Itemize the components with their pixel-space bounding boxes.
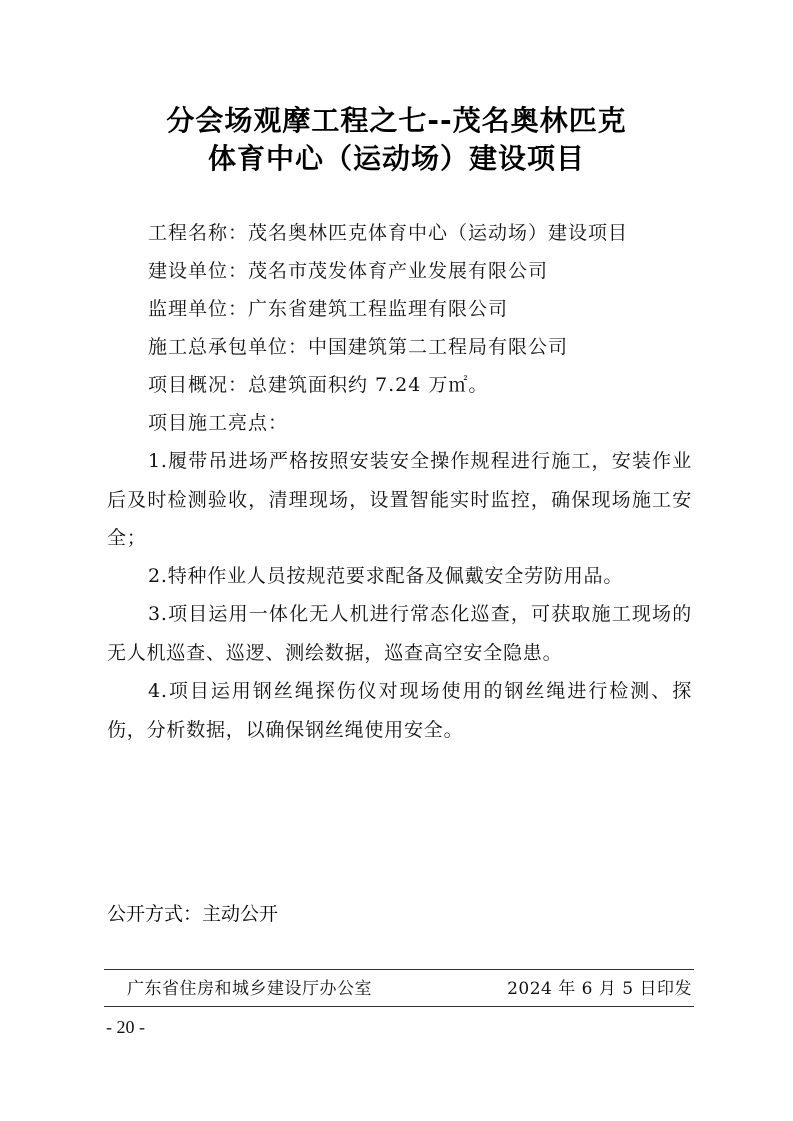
footer-rule-bottom	[104, 1006, 694, 1007]
highlight-item-2: 2.特种作业人员按规范要求配备及佩戴安全劳防用品。	[148, 565, 624, 587]
general-contractor: 施工总承包单位：中国建筑第二工程局有限公司	[148, 336, 569, 358]
construction-unit: 建设单位：茂名市茂发体育产业发展有限公司	[148, 260, 549, 282]
page-number: - 20 -	[106, 1017, 145, 1037]
project-name: 工程名称：茂名奥林匹克体育中心（运动场）建设项目	[148, 222, 629, 244]
issue-date: 2024 年 6 月 5 日印发	[507, 979, 692, 999]
footer-rule-top	[104, 969, 694, 970]
issuing-office: 广东省住房和城乡建设厅办公室	[127, 979, 372, 999]
highlight-item-4: 4.项目运用钢丝绳探伤仪对现场使用的钢丝绳进行检测、探伤，分析数据，以确保钢丝绳使用安全。	[107, 680, 692, 741]
project-overview: 项目概况：总建筑面积约 7.24 万㎡。	[148, 374, 489, 396]
highlight-item-3: 3.项目运用一体化无人机进行常态化巡查，可获取施工现场的无人机巡查、巡逻、测绘数据，巡查高空安全隐患。	[107, 603, 692, 664]
document-title-line-2: 体育中心（运动场）建设项目	[207, 142, 585, 175]
document-title-line-1: 分会场观摩工程之七--茂名奥林匹克	[166, 104, 627, 137]
highlights-heading: 项目施工亮点：	[148, 412, 289, 434]
disclosure-method: 公开方式：主动公开	[107, 903, 279, 925]
supervision-unit: 监理单位：广东省建筑工程监理有限公司	[148, 298, 509, 320]
highlight-item-1: 1.履带吊进场严格按照安装安全操作规程进行施工，安装作业后及时检测验收，清理现场，设置智能实时监控，确保现场施工安全；	[107, 450, 692, 549]
